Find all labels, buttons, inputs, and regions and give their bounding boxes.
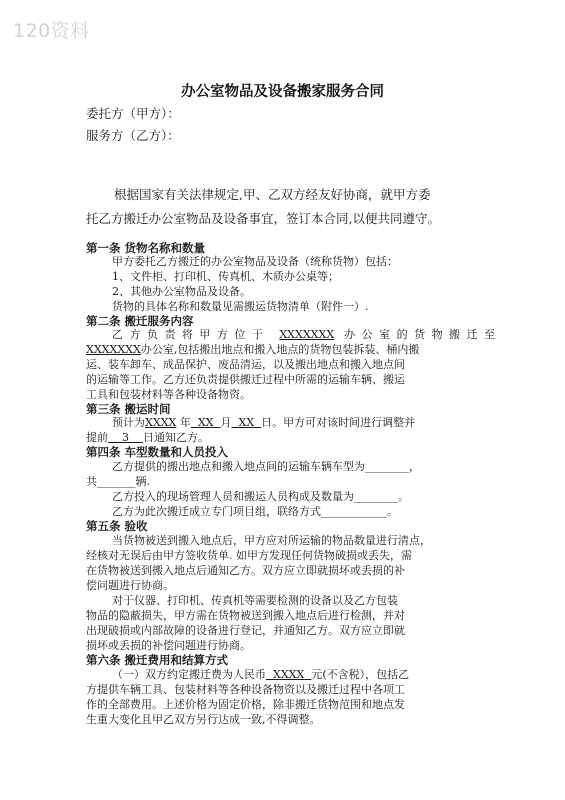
article-5-line: 在货物被送到搬入地点后通知乙方。双方应立即就损坏或丢损的补 [86, 564, 405, 577]
article-5-line: 物品的隐蔽损失，甲方需在货物被送到搬入地点后进行检测，并对 [86, 609, 405, 622]
article-1-heading: 第一条 货物名称和数量 [86, 241, 206, 255]
article-5-heading: 第五条 验收 [86, 519, 148, 533]
party-b-label: 服务方（乙方）： [86, 128, 180, 143]
article-1-line: 甲方委托乙方搬迁的办公室物品及设备（统称货物）包括： [112, 255, 398, 268]
page-title: 办公室物品及设备搬家服务合同 [181, 84, 384, 100]
intro-line-1: 根据国家有关法律规定,甲、乙双方经友好协商，就甲方委 [114, 187, 431, 202]
day-field: XX [238, 416, 255, 429]
watermark: 120资料 [13, 20, 90, 42]
article-2-line: XXXXXXX办公室,包括搬出地点和搬入地点的货物包装拆装、桶内搬 [86, 343, 420, 356]
article-5-line: 损坏或丢损的补偿问题进行协商。 [86, 639, 251, 652]
intro-line-2: 托乙方搬迁办公室物品及设备事宜，签订本合同,以便共同遵守。 [86, 211, 440, 226]
article-2-line: 工具和包装材料等各种设备物资。 [86, 388, 251, 401]
article-5-line: 当货物被送到搬入地点后，甲方应对所运输的物品数量进行清点， [112, 534, 431, 547]
destination-office-field: XXXXXXX [86, 343, 141, 356]
article-1-line: 1、文件柜、打印机、传真机、木质办公桌等； [112, 270, 339, 283]
article-3-line: 提前 3 日通知乙方。 [86, 431, 209, 444]
year-field: XXXX [145, 416, 177, 429]
amount-field: XXXX [273, 668, 305, 681]
article-3-line: 预计为XXXX 年 XX 月 XX 日。甲方可对该时间进行调整并 [112, 416, 416, 429]
notice-days-field: 3 [122, 431, 129, 444]
article-2-heading: 第二条 搬迁服务内容 [86, 314, 194, 328]
article-1-line: 2、其他办公室物品及设备。 [112, 285, 251, 298]
article-5-line: 经核对无误后由甲方签收货单. 如甲方发现任何货物破损或丢失，需 [86, 549, 412, 562]
party-a-label: 委托方（甲方）： [86, 106, 180, 121]
article-4-line: 乙方投入的现场管理人员和搬运人员构成及数量为________。 [112, 490, 409, 503]
article-5-line: 对于仪器、打印机、传真机等需要检测的设备以及乙方包装 [112, 594, 398, 607]
origin-office-field: XXXXXXX [279, 328, 335, 341]
article-6-line: 作的全部费用。上述价格为固定价格，除非搬迁货物范围和地点发 [86, 698, 405, 711]
article-4-line: 共_______辆. [86, 475, 150, 488]
article-5-line: 偿问题进行协商。 [86, 579, 174, 592]
article-3-heading: 第三条 搬运时间 [86, 402, 171, 416]
article-1-line: 货物的具体名称和数量见需搬运货物清单（附件一）. [112, 300, 369, 313]
article-5-line: 出现破损或内部故障的设备进行登记，并通知乙方。双方应立即就 [86, 624, 405, 637]
article-6-line: 生重大变化且甲乙双方另行达成一致,不得调整。 [86, 713, 321, 726]
article-2-line: 乙方负责将甲方位于 XXXXXXX 办公室的货物搬迁至 [112, 328, 496, 341]
article-4-line: 乙方提供的搬出地点和搬入地点间的运输车辆车型为________， [112, 460, 420, 473]
article-6-line: （一）双方约定搬迁费为人民币 XXXX 元(不含税），包括乙 [112, 668, 410, 681]
article-2-line: 的运输等工作。乙方还负责提供搬迁过程中所需的运输车辆、搬运 [86, 373, 405, 386]
month-field: XX [197, 416, 214, 429]
article-2-line: 运、装车卸车、成品保护、废品清运，以及搬出地点和搬入地点间 [86, 358, 405, 371]
article-6-line: 方提供车辆工具、包装材料等各种设备物资以及搬迁过程中各项工 [86, 683, 405, 696]
article-4-line: 乙方为此次搬迁成立专门项目组，联络方式____________。 [112, 505, 398, 518]
article-6-heading: 第六条 搬迁费用和结算方式 [86, 653, 229, 667]
article-4-heading: 第四条 车型数量和人员投入 [86, 445, 229, 459]
